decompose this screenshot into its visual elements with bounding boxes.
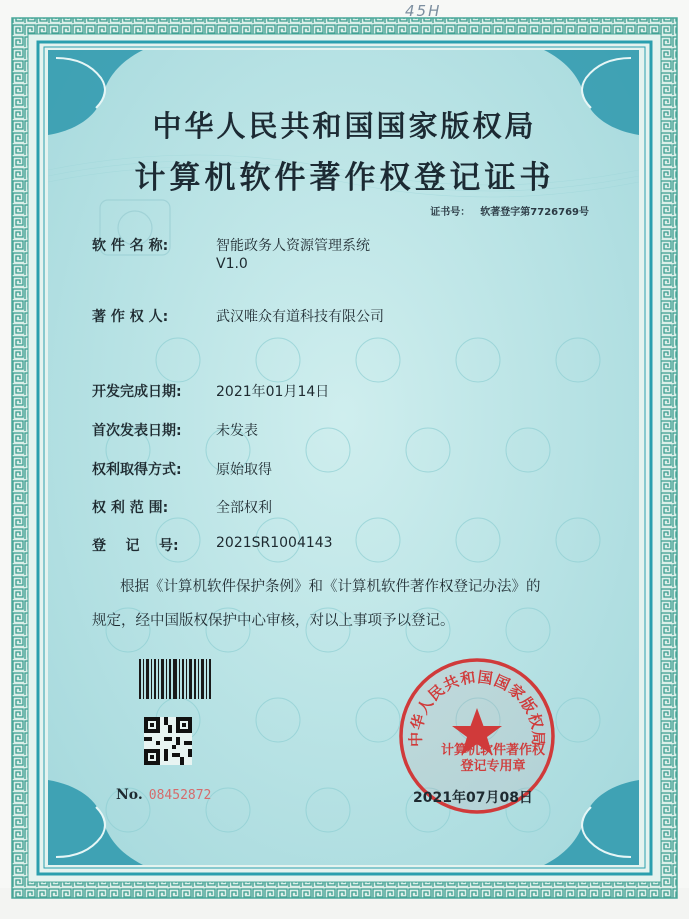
serial-prefix: No.	[116, 787, 143, 803]
field-value-rights-scope: 全部权利	[216, 500, 272, 516]
issue-date: 2021年07月08日	[413, 790, 533, 806]
field-label-acquisition-method: 权利取得方式:	[92, 462, 182, 478]
issuing-authority: 中华人民共和国国家版权局	[152, 109, 537, 143]
serial-value: 08452872	[148, 788, 212, 803]
field-label-registration-number: 登 记 号:	[92, 538, 179, 554]
field-value-registration-number: 2021SR1004143	[216, 535, 333, 551]
legal-statement	[92, 570, 602, 638]
field-label-publication-date: 首次发表日期:	[92, 423, 182, 439]
statement-line-2: 规定，经中国版权保护中心审核，对以上事项予以登记。	[92, 613, 455, 629]
field-value-software-version: V1.0	[216, 256, 248, 272]
certificate-number-label: 证书号：	[430, 207, 471, 218]
statement-line-1: 根据《计算机软件保护条例》和《计算机软件著作权登记办法》的	[120, 579, 541, 595]
seal-line-1: 计算机软件著作权	[440, 743, 545, 758]
seal-line-2: 登记专用章	[460, 759, 526, 774]
field-value-completion-date: 2021年01月14日	[216, 384, 330, 400]
field-label-rights-scope: 权 利 范 围:	[92, 500, 169, 516]
field-value-copyright-owner: 武汉唯众有道科技有限公司	[216, 309, 384, 325]
field-label-completion-date: 开发完成日期:	[92, 384, 182, 400]
field-label-software-name: 软 件 名 称:	[92, 238, 169, 254]
field-label-copyright-owner: 著 作 权 人:	[92, 309, 169, 325]
certificate-number-value: 软著登字第7726769号	[480, 207, 589, 218]
field-value-software-name: 智能政务人资源管理系统	[216, 238, 370, 254]
certificate-title: 计算机软件著作权登记证书	[134, 160, 555, 196]
field-value-publication-date: 未发表	[216, 423, 258, 439]
field-value-acquisition-method: 原始取得	[216, 462, 272, 478]
handwritten-note: 45H	[405, 2, 442, 20]
qr-code-icon	[144, 717, 192, 765]
seal-arc-text: 中华人民共和国国家版权局	[406, 668, 548, 747]
seal-inscription	[426, 743, 560, 775]
barcode-icon	[139, 659, 211, 699]
serial-number	[116, 787, 211, 803]
certificate-number	[430, 203, 589, 218]
